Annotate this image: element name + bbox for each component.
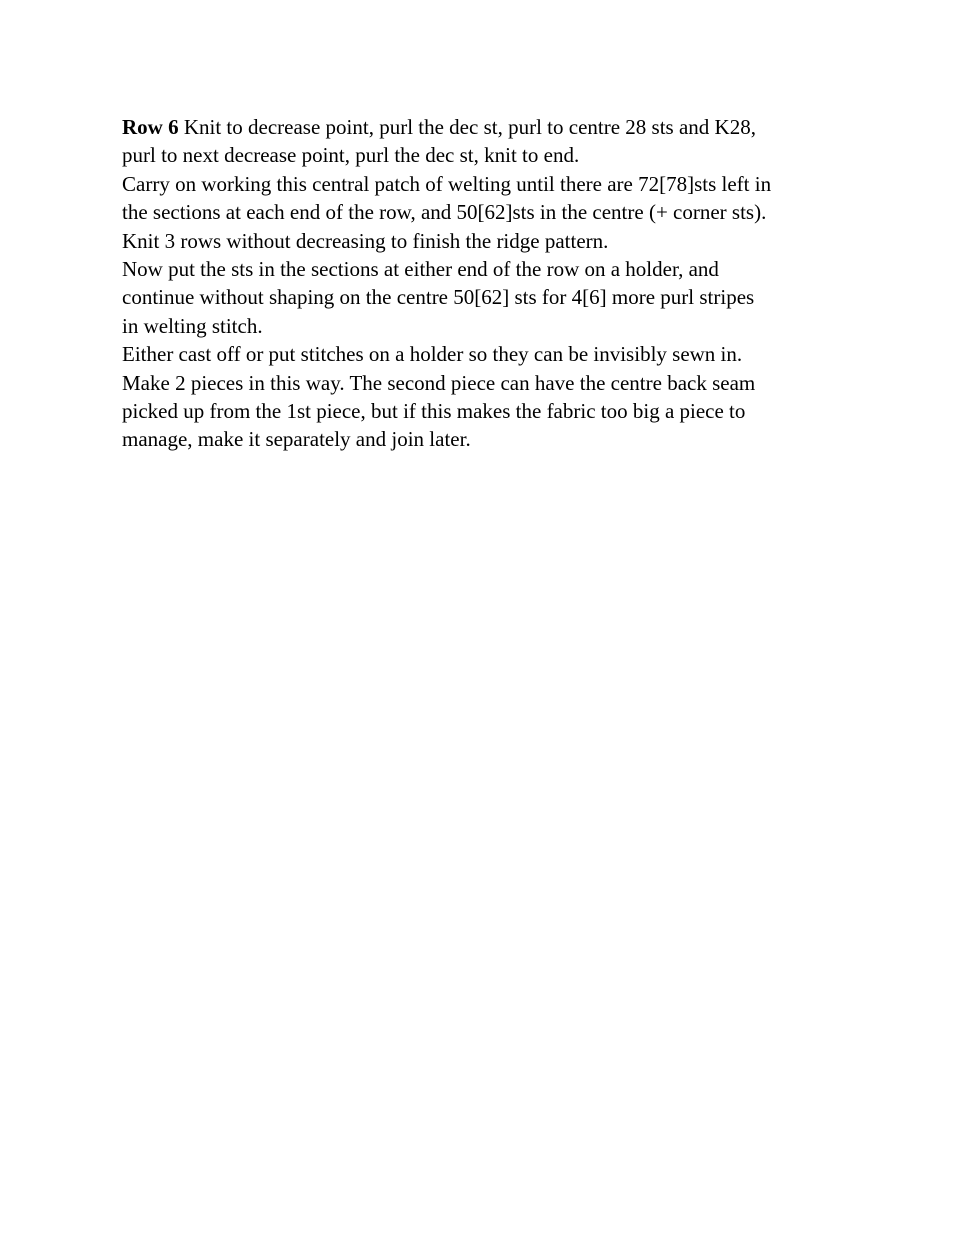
text-line-7: continue without shaping on the centre 50[62] sts for 4[6] more purl stripes — [122, 285, 755, 310]
text-line-4: the sections at each end of the row, and 50[62]sts in the centre (+ corner sts). — [122, 200, 767, 225]
text-line-8: in welting stitch. — [122, 313, 263, 338]
text-line-5: Knit 3 rows without decreasing to finish the ridge pattern. — [122, 228, 609, 253]
pattern-instructions — [122, 113, 862, 454]
text-line-1-rest: Knit to decrease point, purl the dec st, purl to centre 28 sts and K28, — [178, 115, 756, 139]
text-line-9: Either cast off or put stitches on a holder so they can be invisibly sewn in. — [122, 342, 743, 367]
text-line-3: Carry on working this central patch of welting until there are 72[78]sts left in — [122, 171, 772, 196]
text-line-11: picked up from the 1st piece, but if this makes the fabric too big a piece to — [122, 398, 746, 423]
text-line-2: purl to next decrease point, purl the dec st, knit to end. — [122, 143, 580, 168]
text-line-12: manage, make it separately and join later. — [122, 427, 471, 452]
text-line-10: Make 2 pieces in this way. The second piece can have the centre back seam — [122, 370, 756, 395]
text-line-1 — [122, 113, 862, 141]
row-label: Row 6 — [122, 115, 179, 139]
text-line-6: Now put the sts in the sections at either end of the row on a holder, and — [122, 256, 719, 281]
